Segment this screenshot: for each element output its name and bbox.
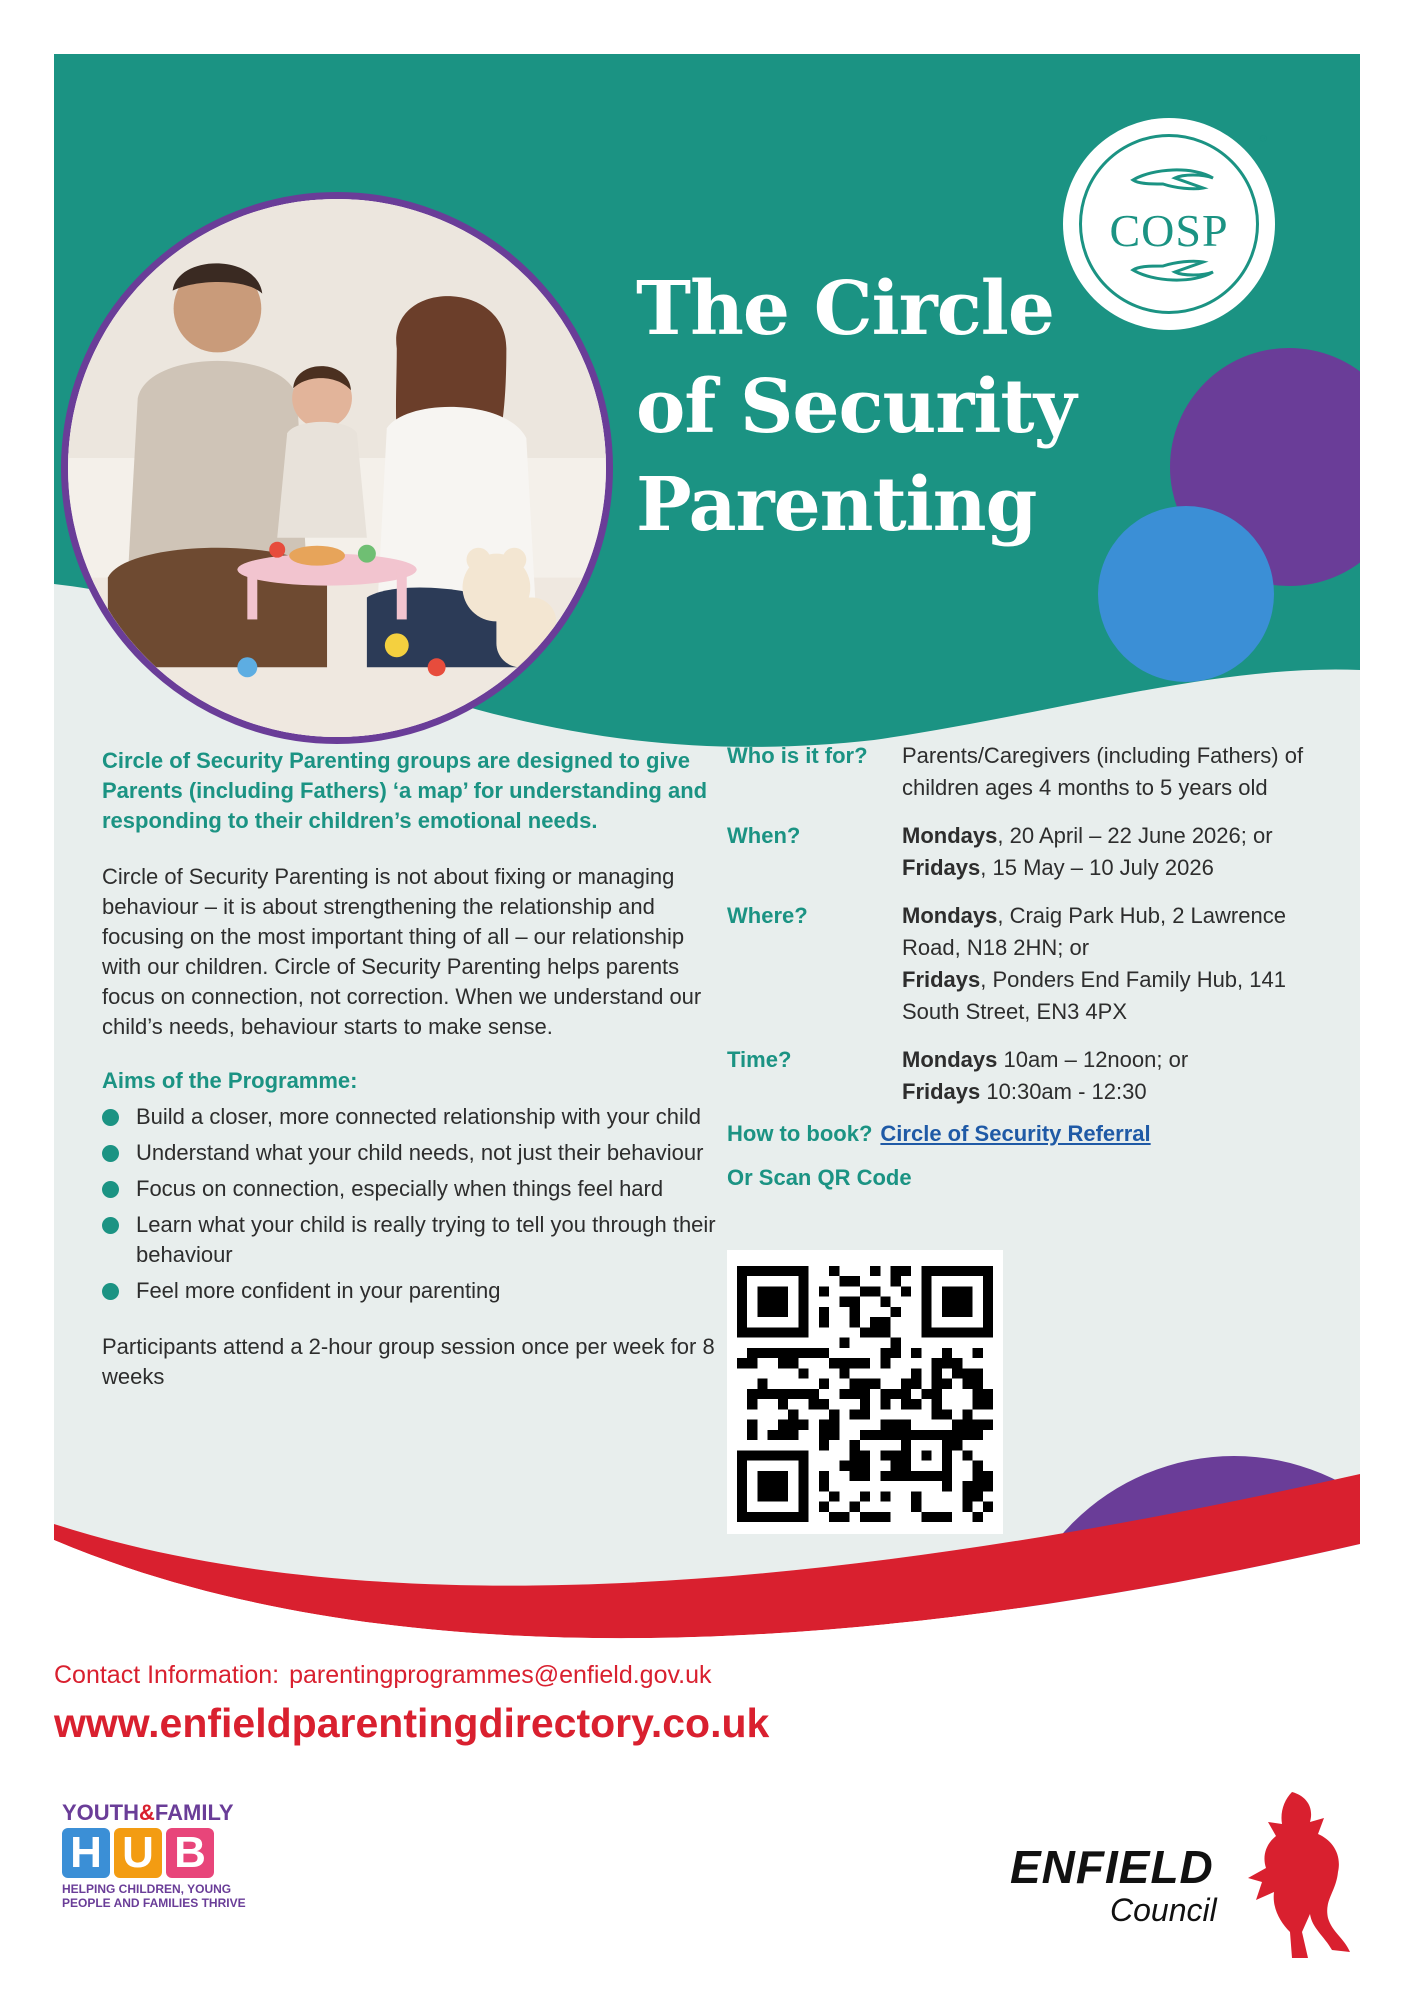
qr-module xyxy=(819,1286,829,1296)
time-fri-hours: 10:30am - 12:30 xyxy=(980,1079,1147,1104)
qr-module xyxy=(973,1420,983,1430)
qr-module xyxy=(768,1430,778,1440)
qr-module xyxy=(983,1420,993,1430)
scan-qr-label: Or Scan QR Code xyxy=(727,1165,912,1190)
qr-module xyxy=(880,1297,890,1307)
qr-module xyxy=(819,1502,829,1512)
qr-module xyxy=(880,1317,890,1327)
qr-module xyxy=(870,1327,880,1337)
qr-module xyxy=(880,1420,890,1430)
time-row xyxy=(727,1044,1327,1108)
qr-module xyxy=(839,1338,849,1348)
qr-module xyxy=(860,1286,870,1296)
qr-module xyxy=(962,1379,972,1389)
qr-module xyxy=(788,1409,798,1419)
qr-module xyxy=(870,1286,880,1296)
who-label: Who is it for? xyxy=(727,743,868,768)
where-fri-day: Fridays xyxy=(902,967,981,992)
bullet-dot-icon xyxy=(102,1181,119,1198)
qr-module xyxy=(942,1358,952,1368)
who-row xyxy=(727,740,1327,804)
qr-module xyxy=(829,1266,839,1276)
qr-module xyxy=(891,1338,901,1348)
qr-module xyxy=(819,1430,829,1440)
qr-module xyxy=(952,1440,962,1450)
qr-module xyxy=(942,1286,973,1317)
hub-tagline-1: HELPING CHILDREN, YOUNG xyxy=(62,1882,232,1896)
qr-module xyxy=(798,1368,808,1378)
qr-module xyxy=(839,1461,849,1471)
enfield-council-logo xyxy=(1010,1818,1370,1968)
qr-module xyxy=(973,1389,983,1399)
qr-module xyxy=(901,1399,911,1409)
hub-tagline xyxy=(62,1882,292,1910)
qr-module xyxy=(973,1491,983,1501)
hub-letter-u: U xyxy=(114,1828,162,1878)
qr-module xyxy=(778,1430,788,1440)
qr-module xyxy=(921,1389,931,1399)
list-item xyxy=(102,1276,722,1306)
qr-module xyxy=(850,1379,860,1389)
qr-module xyxy=(870,1266,880,1276)
qr-module xyxy=(850,1471,860,1481)
qr-module xyxy=(932,1512,942,1522)
contact-label: Contact Information: xyxy=(54,1661,280,1689)
title-line-2: of Security xyxy=(636,364,1076,450)
website-link[interactable]: www.enfieldparentingdirectory.co.uk xyxy=(54,1700,770,1746)
qr-module xyxy=(839,1358,849,1368)
qr-code-icon xyxy=(737,1266,993,1522)
title-line-3: Parenting xyxy=(636,462,1037,548)
book-label: How to book? xyxy=(727,1121,873,1146)
qr-module xyxy=(839,1389,849,1399)
bullet-dot-icon xyxy=(102,1109,119,1126)
qr-module xyxy=(819,1420,829,1430)
qr-module xyxy=(942,1512,952,1522)
qr-module xyxy=(850,1461,860,1471)
body-text: Circle of Security Parenting is not about fixing or managing behaviour – it is about strengthening the relationship and focusing on the most important thing of all – our relationship with our children. Circle of Security Parenting helps parents focus on connection, not correction. When we understand our child’s needs, behaviour starts to make sense. xyxy=(102,864,702,1039)
qr-module xyxy=(809,1399,819,1409)
qr-module xyxy=(829,1358,839,1368)
qr-module xyxy=(973,1481,983,1491)
qr-module xyxy=(880,1512,890,1522)
qr-module xyxy=(850,1409,860,1419)
who-value: Parents/Caregivers (including Fathers) of children ages 4 months to 5 years old xyxy=(902,743,1304,800)
hub-letters xyxy=(62,1828,292,1878)
qr-module xyxy=(860,1512,870,1522)
qr-module xyxy=(891,1450,901,1460)
qr-module xyxy=(911,1368,921,1378)
list-item xyxy=(102,1210,722,1270)
how-to-book xyxy=(727,1118,1327,1150)
qr-module xyxy=(891,1461,901,1471)
enfield-council: Council xyxy=(1110,1892,1217,1928)
where-mon-day: Mondays xyxy=(902,903,998,928)
qr-module xyxy=(798,1348,808,1358)
when-mon-day: Mondays xyxy=(902,823,998,848)
qr-module xyxy=(788,1358,798,1368)
qr-module xyxy=(788,1348,798,1358)
aim-text: Focus on connection, especially when things feel hard xyxy=(136,1176,664,1201)
hub-youth: YOUTH xyxy=(62,1800,139,1825)
qr-module xyxy=(809,1348,819,1358)
qr-module xyxy=(973,1399,983,1409)
qr-module xyxy=(952,1368,962,1378)
qr-module xyxy=(768,1348,778,1358)
qr-module xyxy=(839,1276,849,1286)
qr-module xyxy=(850,1276,860,1286)
qr-module xyxy=(860,1379,870,1389)
bullet-dot-icon xyxy=(102,1145,119,1162)
qr-module xyxy=(962,1502,972,1512)
qr-module xyxy=(962,1409,972,1419)
qr-module xyxy=(850,1297,860,1307)
bullet-dot-icon xyxy=(102,1283,119,1300)
qr-module xyxy=(798,1420,808,1430)
qr-module xyxy=(962,1368,972,1378)
qr-module xyxy=(983,1389,993,1399)
qr-module xyxy=(860,1409,870,1419)
qr-module xyxy=(788,1430,798,1440)
qr-module xyxy=(757,1471,788,1502)
aims-list xyxy=(102,1102,722,1306)
qr-module xyxy=(819,1379,829,1389)
qr-module xyxy=(901,1420,911,1430)
qr-module xyxy=(911,1491,921,1501)
when-value xyxy=(902,820,1327,884)
qr-module xyxy=(962,1450,972,1460)
qr-module xyxy=(839,1297,849,1307)
qr-module xyxy=(911,1379,921,1389)
qr-module xyxy=(973,1348,983,1358)
qr-module xyxy=(932,1409,942,1419)
list-item xyxy=(102,1138,722,1168)
qr-module xyxy=(942,1481,952,1491)
qr-module xyxy=(911,1502,921,1512)
qr-module xyxy=(819,1440,829,1450)
qr-module xyxy=(932,1399,942,1409)
qr-module xyxy=(798,1389,808,1399)
qr-module xyxy=(880,1358,890,1368)
qr-module xyxy=(788,1389,798,1399)
qr-module xyxy=(901,1389,911,1399)
aim-text: Build a closer, more connected relationship with your child xyxy=(136,1104,701,1129)
poster xyxy=(54,54,1360,1651)
aim-text: Understand what your child needs, not just their behaviour xyxy=(136,1140,704,1165)
qr-module xyxy=(891,1420,901,1430)
time-mon-day: Mondays xyxy=(902,1047,998,1072)
qr-module xyxy=(891,1276,901,1286)
qr-module xyxy=(850,1358,860,1368)
info-column xyxy=(727,740,1327,1194)
qr-module xyxy=(952,1358,962,1368)
qr-module xyxy=(983,1471,993,1481)
left-column xyxy=(102,746,722,1392)
qr-module xyxy=(891,1430,901,1440)
qr-module xyxy=(778,1389,788,1399)
qr-module xyxy=(880,1450,890,1460)
qr-module xyxy=(973,1461,983,1471)
intro-text: Circle of Security Parenting groups are designed to give Parents (including Fathers) ‘a map’ for understanding and responding to their children’s emotional needs. xyxy=(102,748,708,833)
qr-module xyxy=(973,1379,983,1389)
qr-module xyxy=(901,1379,911,1389)
hub-family: FAMILY xyxy=(154,1800,234,1825)
qr-module xyxy=(850,1502,860,1512)
contact-email[interactable]: parentingprogrammes@enfield.gov.uk xyxy=(289,1661,712,1689)
qr-module xyxy=(932,1358,942,1368)
when-label: When? xyxy=(727,823,801,848)
qr-module xyxy=(737,1358,747,1368)
qr-module xyxy=(747,1399,757,1409)
qr-module xyxy=(932,1389,942,1399)
hub-letter-h: H xyxy=(62,1828,110,1878)
when-fri-dates: , 15 May – 10 July 2026 xyxy=(980,855,1214,880)
qr-module xyxy=(747,1358,757,1368)
logo-text: COSP xyxy=(1109,205,1229,256)
where-label: Where? xyxy=(727,903,808,928)
qr-module xyxy=(911,1348,921,1358)
qr-module xyxy=(962,1430,972,1440)
qr-module xyxy=(973,1512,983,1522)
qr-module xyxy=(860,1389,870,1399)
qr-module xyxy=(819,1471,829,1481)
qr-module xyxy=(829,1409,839,1419)
qr-module xyxy=(819,1481,829,1491)
qr-module xyxy=(880,1471,890,1481)
aim-text: Learn what your child is really trying to tell you through their behaviour xyxy=(136,1212,716,1267)
registered-mark: ® xyxy=(1259,134,1267,145)
qr-module xyxy=(891,1307,901,1317)
qr-module xyxy=(973,1430,983,1440)
when-row xyxy=(727,820,1327,884)
enfield-name: ENFIELD xyxy=(1010,1841,1214,1893)
qr-module xyxy=(757,1379,767,1389)
qr-module xyxy=(880,1430,890,1440)
qr-module xyxy=(870,1317,880,1327)
qr-module xyxy=(891,1389,901,1399)
qr-module xyxy=(839,1512,849,1522)
qr-module xyxy=(778,1420,788,1430)
qr-module xyxy=(880,1491,890,1501)
time-label: Time? xyxy=(727,1047,792,1072)
qr-module xyxy=(768,1389,778,1399)
qr-module xyxy=(962,1481,972,1491)
qr-module xyxy=(850,1307,860,1317)
qr-module xyxy=(891,1471,901,1481)
qr-module xyxy=(983,1502,993,1512)
qr-module xyxy=(983,1399,993,1409)
title-line-1: The Circle xyxy=(636,266,1054,352)
qr-module xyxy=(860,1430,870,1440)
qr-module xyxy=(891,1266,901,1276)
qr-module xyxy=(829,1491,839,1501)
qr-module xyxy=(860,1491,870,1501)
qr-module xyxy=(747,1348,757,1358)
time-mon-hours: 10am – 12noon; or xyxy=(997,1047,1189,1072)
qr-module xyxy=(850,1450,860,1460)
list-item xyxy=(102,1174,722,1204)
where-row xyxy=(727,900,1327,1028)
youth-family-hub-logo xyxy=(62,1800,292,1930)
qr-module xyxy=(973,1471,983,1481)
when-fri-day: Fridays xyxy=(902,855,981,880)
qr-module xyxy=(819,1317,829,1327)
hub-amp: & xyxy=(139,1800,155,1825)
qr-module xyxy=(747,1389,757,1399)
qr-module xyxy=(819,1348,829,1358)
hub-letter-b: B xyxy=(166,1828,214,1878)
qr-module xyxy=(942,1348,952,1358)
qr-module xyxy=(778,1348,788,1358)
hub-logo-top xyxy=(62,1800,292,1826)
qr-module xyxy=(952,1420,962,1430)
where-mon-address: , Craig Park Hub, 2 Lawrence Road, N18 2HN; or xyxy=(902,903,1286,960)
qr-module xyxy=(747,1430,757,1440)
qr-module xyxy=(870,1430,880,1440)
qr-module xyxy=(860,1461,870,1471)
qr-module xyxy=(870,1379,880,1389)
qr-module xyxy=(880,1399,890,1409)
where-value xyxy=(902,900,1327,1028)
qr-module xyxy=(983,1481,993,1491)
bullet-dot-icon xyxy=(102,1217,119,1234)
qr-module xyxy=(839,1368,849,1378)
qr-module xyxy=(829,1430,839,1440)
qr-module xyxy=(778,1399,788,1409)
qr-module xyxy=(870,1512,880,1522)
page-title xyxy=(636,260,1156,554)
qr-module xyxy=(942,1409,952,1419)
qr-module xyxy=(778,1358,788,1368)
family-illustration xyxy=(68,199,606,737)
qr-module xyxy=(829,1512,839,1522)
qr-module xyxy=(880,1348,890,1358)
enfield-beast-icon xyxy=(1232,1782,1362,1972)
qr-module xyxy=(860,1327,870,1337)
qr-module xyxy=(850,1317,860,1327)
family-photo xyxy=(61,192,613,744)
time-fri-day: Fridays xyxy=(902,1079,981,1104)
qr-module xyxy=(891,1348,901,1358)
referral-link[interactable]: Circle of Security Referral xyxy=(880,1121,1151,1146)
qr-module xyxy=(860,1358,870,1368)
qr-module xyxy=(860,1450,870,1460)
hub-tagline-2: PEOPLE AND FAMILIES THRIVE xyxy=(62,1896,246,1910)
qr-module xyxy=(921,1450,931,1460)
qr-module xyxy=(860,1399,870,1409)
qr-module xyxy=(757,1348,767,1358)
qr-module xyxy=(901,1286,911,1296)
qr-module xyxy=(911,1399,921,1409)
aims-title: Aims of the Programme: xyxy=(102,1068,358,1093)
qr-module xyxy=(880,1389,890,1399)
qr-module xyxy=(932,1368,942,1378)
when-mon-dates: , 20 April – 22 June 2026; or xyxy=(997,823,1273,848)
qr-module xyxy=(819,1399,829,1409)
qr-module xyxy=(819,1307,829,1317)
contact-information xyxy=(54,1661,712,1690)
participants-text: Participants attend a 2-hour group session once per week for 8 weeks xyxy=(102,1334,715,1389)
qr-code[interactable] xyxy=(727,1250,1003,1534)
qr-module xyxy=(850,1440,860,1450)
qr-module xyxy=(942,1379,952,1389)
qr-module xyxy=(952,1430,962,1440)
qr-module xyxy=(973,1368,983,1378)
qr-module xyxy=(757,1389,767,1399)
aim-text: Feel more confident in your parenting xyxy=(136,1278,501,1303)
qr-module xyxy=(788,1420,798,1430)
qr-module xyxy=(860,1471,870,1481)
list-item xyxy=(102,1102,722,1132)
time-value xyxy=(902,1044,1327,1108)
qr-module xyxy=(921,1512,931,1522)
qr-module xyxy=(850,1389,860,1399)
qr-module xyxy=(880,1327,890,1337)
qr-module xyxy=(932,1379,942,1389)
qr-module xyxy=(962,1491,972,1501)
where-fri-address: , Ponders End Family Hub, 141 South Street, EN3 4PX xyxy=(902,967,1286,1024)
qr-module xyxy=(829,1420,839,1430)
qr-module xyxy=(747,1420,757,1430)
qr-module xyxy=(901,1266,911,1276)
qr-module xyxy=(809,1389,819,1399)
qr-module xyxy=(962,1420,972,1430)
qr-module xyxy=(757,1286,788,1317)
